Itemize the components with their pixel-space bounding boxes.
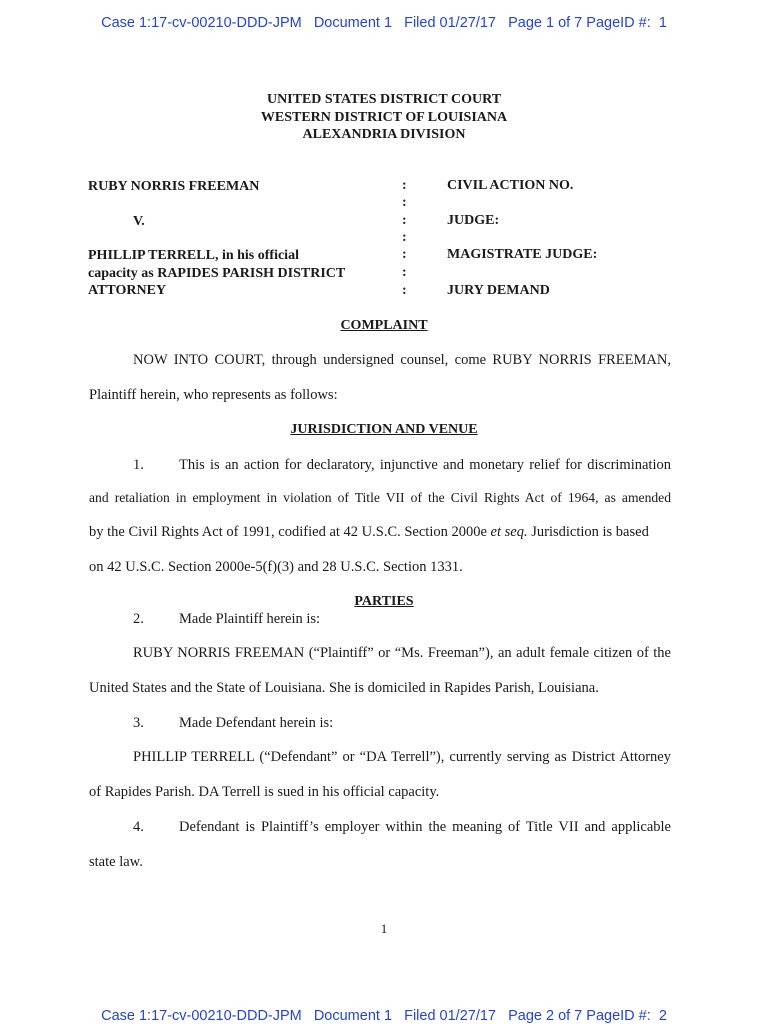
jurisdiction-heading: JURISDICTION AND VENUE xyxy=(290,422,478,437)
paragraph-1-line-3c: Jurisdiction is based xyxy=(531,524,649,540)
defendant-line-3: ATTORNEY xyxy=(88,283,167,298)
paragraph-1-line-4: on 42 U.S.C. Section 2000e-5(f)(3) and 28 U.S.C. Section 1331. xyxy=(89,559,463,575)
plaintiff-description-line-2: United States and the State of Louisiana. She is domiciled in Rapides Parish, Louisiana. xyxy=(89,680,599,696)
jury-demand-label: JURY DEMAND xyxy=(447,283,550,298)
judge-label: JUDGE: xyxy=(447,213,500,228)
caption-colon: : xyxy=(402,178,407,193)
intro-line-1: NOW INTO COURT, through undersigned counsel, come RUBY NORRIS FREEMAN, xyxy=(133,352,671,368)
defendant-description-line-1: PHILLIP TERRELL (“Defendant” or “DA Terrell”), currently serving as District Attorney xyxy=(133,749,671,765)
versus-label: V. xyxy=(133,214,145,229)
complaint-title: COMPLAINT xyxy=(340,318,428,333)
court-line-3: ALEXANDRIA DIVISION xyxy=(302,127,466,142)
paragraph-2-text: Made Plaintiff herein is: xyxy=(179,611,321,627)
paragraph-1-line-1: This is an action for declaratory, injunctive and monetary relief for discrimination xyxy=(179,457,671,473)
court-line-1: UNITED STATES DISTRICT COURT xyxy=(266,92,502,107)
paragraph-3-number: 3. xyxy=(133,715,144,731)
defendant-name xyxy=(88,247,345,300)
paragraph-1-line-3 xyxy=(89,524,671,541)
paragraph-1-line-3a: by the Civil Rights Act of 1991, codified at 42 U.S.C. Section 2000e xyxy=(89,524,487,540)
court-name-block xyxy=(0,91,768,144)
paragraph-4-line-1: Defendant is Plaintiff’s employer within the meaning of Title VII and applicable xyxy=(179,819,671,835)
plaintiff-description-line-1: RUBY NORRIS FREEMAN (“Plaintiff” or “Ms. Freeman”), an adult female citizen of the xyxy=(133,645,671,661)
paragraph-4-line-2: state law. xyxy=(89,854,143,870)
civil-action-label: CIVIL ACTION NO. xyxy=(447,178,574,193)
caption-colon: : xyxy=(402,283,407,298)
caption-colon: : xyxy=(402,247,407,262)
intro-line-2: Plaintiff herein, who represents as follows: xyxy=(89,387,338,403)
court-filing-header: Case 1:17-cv-00210-DDD-JPM Document 1 Filed 01/27/17 Page 1 of 7 PageID #: 1 xyxy=(101,15,667,31)
next-page-filing-header: Case 1:17-cv-00210-DDD-JPM Document 1 Filed 01/27/17 Page 2 of 7 PageID #: 2 xyxy=(101,1008,667,1024)
caption-colon: : xyxy=(402,230,407,245)
court-line-2: WESTERN DISTRICT OF LOUISIANA xyxy=(260,109,508,125)
caption-colon: : xyxy=(402,195,407,210)
magistrate-judge-label: MAGISTRATE JUDGE: xyxy=(447,247,598,262)
et-seq-citation: et seq. xyxy=(490,524,528,540)
parties-heading: PARTIES xyxy=(354,594,414,609)
caption-colon: : xyxy=(402,265,407,280)
paragraph-2-number: 2. xyxy=(133,611,144,627)
defendant-line-2: capacity as RAPIDES PARISH DISTRICT xyxy=(88,265,346,281)
page-number: 1 xyxy=(380,921,388,936)
defendant-description-line-2: of Rapides Parish. DA Terrell is sued in his official capacity. xyxy=(89,784,440,800)
paragraph-3-text: Made Defendant herein is: xyxy=(179,715,334,731)
paragraph-1-line-2: and retaliation in employment in violation of Title VII of the Civil Rights Act of 1964, as amended xyxy=(89,490,671,505)
paragraph-1-number: 1. xyxy=(133,457,144,473)
paragraph-4-number: 4. xyxy=(133,819,144,835)
defendant-line-1: PHILLIP TERRELL, in his official xyxy=(88,248,299,263)
caption-colon: : xyxy=(402,213,407,228)
plaintiff-name: RUBY NORRIS FREEMAN xyxy=(88,179,260,194)
